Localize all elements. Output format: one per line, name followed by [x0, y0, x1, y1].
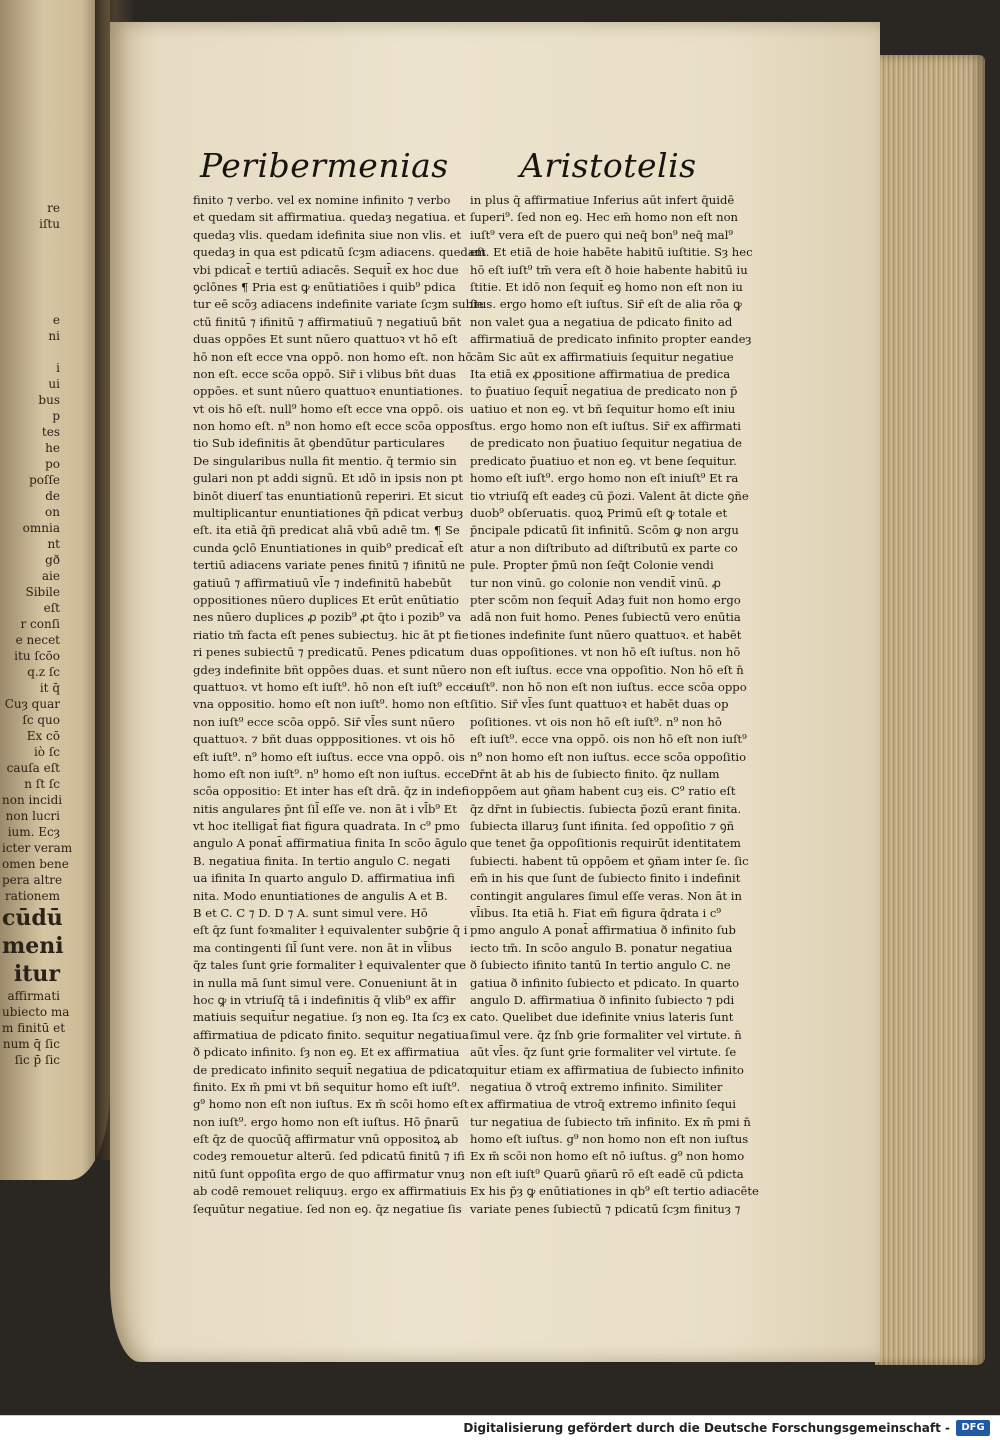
text-line: vt ois hō eſt. null⁹ homo eſt ecce vna oppō. ois [193, 401, 464, 416]
text-line: multiplicantur enuntiationes q̄ñ pdicat verbuȝ [193, 506, 464, 521]
text-line: ſc quo [22, 713, 60, 727]
text-line: duas oppōes Et sunt nūero quattuoꝛ vt hō eſt [193, 332, 458, 347]
text-line: iuſt⁹ vera eſt de puero qui neq̄ bon⁹ neq̄ mal⁹ [470, 227, 734, 242]
text-line: affirmatiuā de predicato infinito propter eandeȝ [470, 332, 752, 347]
dfg-logo: DFG [956, 1420, 990, 1436]
text-line: bus [38, 393, 60, 407]
text-line [2, 232, 60, 248]
text-line: i [56, 361, 60, 375]
text-line: ctū finitū ⁊ ifinitū ⁊ affirmatiuū ⁊ negatiuū bñt [193, 314, 462, 329]
text-line [2, 296, 60, 312]
text-line: ſimul vere. q̄z ſnb ꝯrie formaliter vel virtute. n̄ [470, 1027, 742, 1042]
text-line: homo eſt iuſtus. g⁹ non homo non eſt non iuſtus [470, 1132, 749, 1147]
text-line: quedaȝ in qua est pdicatū ſcȝm adiacens. quedam [193, 245, 486, 260]
text-line: ð pdicato infinito. ſȝ non eꝯ. Et ex affirmatiua [193, 1045, 460, 1060]
text-line: non eſt iuſtus. ecce vna oppoſitio. Non hō eſt n̄ [470, 662, 744, 677]
text-line: ð ſubiecto ifinito tantū In tertio angulo C. ne [470, 958, 731, 973]
text-line: meni [2, 933, 64, 959]
text-line: Cuȝ quar [4, 697, 60, 711]
text-line: atur a non diſtributo ad diſtributū ex parte co [470, 540, 738, 555]
text-line: ꝯclōnes ¶ Pria est ꝙ enūtiatiōes i quib⁹ pdica [193, 279, 456, 294]
text-line: vl̄ibus. Ita etiā h. Fiat em̄ figura q̄drata i c⁹ [470, 906, 722, 921]
text-line: eſt [43, 601, 60, 615]
running-header-right: Aristotelis [520, 146, 697, 185]
text-line: oppōes. et sunt nūero quattuoꝛ enuntiationes. [193, 384, 464, 399]
footer-bar [0, 1415, 1000, 1440]
text-line: gatiuū ⁊ affirmatiuū vl̄e ⁊ indefinitū habebūt [193, 575, 452, 590]
text-line: re [47, 201, 60, 215]
text-line: tio vtriuſq̄ eſt eadeȝ cū p̄ozi. Valent āt dicte ꝯñe [470, 488, 749, 503]
text-line: non iuſt⁹ ecce scōa oppō. Sir̄ vl̄es sunt nūero [193, 714, 455, 729]
text-line: iſtu [39, 217, 60, 231]
text-line: de predicato non p̄uatiuo ſequitur negatiua de [470, 436, 743, 451]
text-line: ua ifinita In quarto angulo D. affirmatiua infi [193, 871, 455, 886]
text-line: oppositiones nūero duplices Et erūt enūtiatio [193, 592, 459, 607]
text-line: tiones indefinite ſunt nūero quattuoꝛ. et habēt [470, 627, 742, 642]
text-line: in nulla mā ſunt simul vere. Conueniunt āt in [193, 975, 458, 990]
text-line: eſt. ita etiā q̄ñ predicat alıā vbū adıē tm. ¶ Se [193, 523, 460, 538]
text-line: homo eſt iuſt⁹. ergo homo non eſt iniuſt⁹ Et ra [470, 471, 739, 486]
text-line: in plus q̄ affirmatiue Inferius aūt infert q̄uidē [470, 193, 735, 207]
text-line: pule. Propter p̄mū non ſeq̄t Colonie vendi [470, 558, 714, 573]
text-line: non lucri [5, 809, 60, 823]
text-line: eſt. Et etiā de hoie habēte habitū iuſtitie. Sȝ hec [470, 245, 753, 260]
text-line: iecto tm̄. In scōo angulo B. ponatur negatiua [470, 940, 733, 955]
text-line: non incidi [2, 793, 63, 807]
text-line: finito ⁊ verbo. vel ex nomine infinito ⁊ verbo [193, 193, 451, 207]
text-line: ſtus. ergo homo non eſt iuſtus. Sir̄ ex affirmati [470, 419, 741, 434]
text-line: duas oppoſitiones. vt non hō eſt iuſtus. non hō [470, 645, 741, 660]
text-line: riatio tm̄ facta eſt penes subiectuȝ. hic āt pt fie [193, 627, 469, 642]
text-line: scōa oppositio: Et inter has eſt drā. q̄z in indefi [193, 784, 470, 799]
text-line: pmo angulo A ponat̄ affirmatiua ð infinito ſub [470, 923, 736, 938]
left-page [0, 0, 110, 1180]
text-line: de [45, 489, 60, 503]
text-line: gulari non pt addi signū. Et ıdō in ipsis non pt [193, 471, 463, 486]
text-column-right [470, 192, 759, 1218]
text-line: binōt diuerſ tas enuntiationū reperiri. Et sicut [193, 488, 464, 503]
text-line: q̄z tales ſunt ꝯrie formaliter ł equivalenter que [193, 958, 466, 973]
text-line: pter scōm non ſequit̄ Adaȝ fuit non homo ergo [470, 592, 741, 607]
text-line [2, 264, 60, 280]
text-line: iò ſc [33, 745, 60, 759]
text-line: q̄z dr̄nt in ſubiectis. ſubiecta p̄ozū erant finita. [470, 801, 742, 816]
text-line: et quedam sit affirmatiua. quedaȝ negatiua. et [193, 210, 466, 225]
text-line: iuſt⁹. non hō non eſt non iuſtus. ecce scōa oppo [470, 679, 747, 694]
text-line: tur eē scōȝ adiacens indefinite variate ſcȝm subie [193, 297, 484, 312]
text-line: quedaȝ vlis. quedam idefinita siue non vlis. et [193, 227, 462, 242]
text-line: poſitiones. vt ois non hō eſt iuſt⁹. n⁹ non hō [470, 714, 722, 729]
text-line: vbi pdicat̄ e tertiū adiacēs. Sequit̄ ex hoc due [193, 262, 459, 277]
text-line: itu ſcōo [14, 649, 60, 663]
text-line: gð [45, 553, 60, 567]
text-column-left [193, 192, 486, 1218]
text-line: uatiuo et non eꝯ. vt bñ ſequitur homo eſt iniu [470, 401, 736, 416]
text-line: on [45, 505, 60, 519]
text-line: g⁹ homo non eſt non iuſtus. Ex m̄ scōi homo eſt [193, 1097, 469, 1112]
text-line: nitū ſunt oppoſita ergo de quo affirmatur vnuȝ [193, 1166, 465, 1181]
text-line: q.z ſc [27, 665, 60, 679]
text-line: aūt vl̄es. q̄z ſunt ꝯrie formaliter vel virtute. ſe [470, 1045, 737, 1060]
text-line: non iuſt⁹. ergo homo non eſt iuſtus. Hō p̄narū [193, 1114, 459, 1129]
text-line: non eſt iuſt⁹ Quarū ꝯñarū rō eſt eadē cū pdicta [470, 1166, 744, 1181]
text-line: adā non fuit homo. Penes ſubiectū vero enūtia [470, 610, 741, 625]
text-line: m finitū et [2, 1021, 66, 1035]
text-line: ui [48, 377, 60, 391]
text-line: it q̄ [39, 681, 60, 695]
text-line: ſic p̄ ſic [14, 1053, 60, 1067]
text-line: B et C. C ⁊ D. D ⁊ A. sunt simul vere. Hō [193, 906, 428, 921]
text-line: nes nūero duplices ꝓ pozib⁹ ꝓt q̄to i pozib⁹ va [193, 610, 462, 625]
page-edges [875, 55, 985, 1365]
text-line: n ſt ſc [24, 777, 60, 791]
text-line: ſuperi⁹. ſed non eꝯ. Hec em̄ homo non eſt non [470, 210, 739, 225]
text-line: non eſt. ecce scōa oppō. Sir̄ i vlibus bñt duas [193, 366, 457, 381]
text-line: negatiua ð vtroq̄ extremo infinito. Similiter [470, 1079, 723, 1094]
text-line: omen bene [2, 857, 69, 871]
text-line: gdeȝ indefinite bñt oppōes duas. et sunt nūero [193, 662, 467, 677]
text-line: Ex his p̄ȝ ꝙ enūtiationes in qb⁹ eſt tertio adiacēte [470, 1184, 759, 1199]
text-line: ſtus. ergo homo eſt iuſtus. Sir̄ eſt de alia rōa ꝙ [470, 297, 742, 312]
text-line: que tenet ḡa oppoſitionis requirūt identitatem [470, 836, 741, 851]
left-page-text [2, 200, 73, 1068]
text-line: angulo A ponat̄ affirmatiua finita In scōo āgulo [193, 836, 468, 851]
text-line: ubiecto ma [2, 1005, 70, 1019]
text-line: em̄ in his que ſunt de ſubiecto finito i indefinit [470, 871, 741, 886]
funding-credit: Digitalisierung gefördert durch die Deutsche Forschungsgemeinschaft - [463, 1421, 950, 1435]
running-header-left: Peribermenias [200, 146, 449, 185]
text-line: omnia [22, 521, 60, 535]
text-line: ium. Ecȝ [7, 825, 60, 839]
text-line: tes [41, 425, 60, 439]
text-line: De singularibus nulla fit mentio. q̄ termio sin [193, 453, 457, 468]
text-line: p̄ncipale pdicatū ſit infinitū. Scōm ꝙ non argu [470, 523, 739, 538]
text-line: r conſi [20, 617, 60, 631]
text-line: pera altre [2, 873, 63, 887]
text-line [2, 248, 60, 264]
text-line: poſſe [29, 473, 60, 487]
text-line: nita. Modo enuntiationes de angulis A et B. [193, 888, 448, 903]
text-line: cato. Quelibet due idefinite vnius lateris ſunt [470, 1010, 734, 1025]
text-line: contingit angulares ſimul eſſe veras. Non āt in [470, 888, 742, 903]
text-line: eſt q̄z ſunt foꝛmaliter ł equivalenter subꝯ̄rie q̄ i [193, 923, 468, 938]
text-line: ex affirmatiua de vtroq̄ extremo infinito ſequi [470, 1097, 736, 1112]
text-line: predicato p̄uatiuo et non eꝯ. vt bene ſequitur. [470, 453, 737, 468]
text-line: finito. Ex m̄ pmi vt bñ sequitur homo eſt iuſt⁹. [193, 1079, 461, 1094]
text-line: non homo eſt. n⁹ non homo eſt ecce scōa opposi [193, 419, 474, 434]
text-line: tur non vinū. go colonie non vendit̄ vinū. ꝓ [470, 575, 721, 590]
text-line: eſt iuſt⁹. n⁹ homo eſt iuſtus. ecce vna oppō. ois [193, 749, 465, 764]
text-line: vna oppositio. homo eſt non iuſt⁹. homo non eſt [193, 697, 470, 712]
text-line: e [52, 313, 60, 327]
text-line: itur [13, 961, 60, 987]
text-line: eſt iuſt⁹. ecce vna oppō. ois non hō eſt non iuſt⁹ [470, 732, 747, 747]
text-line: Ex m̄ scōi non homo eſt nō iuſtus. g⁹ non homo [470, 1149, 745, 1164]
text-line: ſequūtur negatiue. ſed non eꝯ. q̄z negatiue ſis [193, 1201, 462, 1216]
text-line: de predicato infinito sequit̄ negatiua de pdicato [193, 1062, 473, 1077]
text-line: tertiū adiacens variate penes finitū ⁊ ifinitū ne [193, 558, 465, 573]
text-line: Sibile [25, 585, 60, 599]
text-line: ab codē remouet reliquuȝ. ergo ex affirmatiuis [193, 1184, 467, 1199]
text-line: hoc ꝙ in vtriuſq̄ tā i indefinitis q̄ vlib⁹ ex affir [193, 992, 456, 1007]
text-line: matiuis sequit̄ur negatiue. ſȝ non eꝯ. Ita ſcȝ ex [193, 1010, 466, 1025]
text-line: cām Sic aūt ex affirmatiuis ſequitur negatiue [470, 349, 734, 364]
text-line: num q̄ ſic [2, 1037, 60, 1051]
text-line: tur negatiua de ſubiecto tm̄ infinito. Ex m̄ pmi n̄ [470, 1114, 751, 1129]
text-line: variate penes ſubiectū ⁊ pdicatū ſcȝm finituȝ ⁊ [470, 1201, 741, 1216]
text-line: he [45, 441, 60, 455]
text-line: angulo D. affirmatiua ð infinito ſubiecto ⁊ pdi [470, 992, 735, 1007]
text-line: to p̄uatiuo ſequit̄ negatiua de predicato non p̄ [470, 384, 738, 399]
text-line: cunda ꝯclō Enuntiationes in quib⁹ predicat̄ eſt [193, 540, 464, 555]
text-line: tio Sub idefinitis āt ꝯbendūtur particulares [193, 436, 445, 451]
text-line: Dr̄nt āt ab his de ſubiecto finito. q̄z nullam [470, 766, 720, 781]
text-line: n⁹ non homo eſt non iuſtus. ecce scōa oppoſitio [470, 749, 747, 764]
text-line: hō non eſt ecce vna oppō. non homo eſt. non hō [193, 349, 473, 364]
text-line: ri penes subiectū ⁊ predicatū. Penes pdicatum [193, 645, 465, 660]
text-line: ni [48, 329, 60, 343]
text-line: cūdū [2, 905, 63, 931]
text-line: ſubiecta illaruȝ ſunt ifinita. ſed oppoſitio ⁊ ꝯñ [470, 819, 735, 834]
text-line: codeȝ remouetur alterū. ſed pdicatū finitū ⁊ ifi [193, 1149, 465, 1164]
text-line: ſitio. Sir̄ vl̄es ſunt quattuoꝛ et habēt duas op [470, 697, 729, 712]
text-line [2, 280, 60, 296]
text-line: aie [41, 569, 60, 583]
text-line: po [45, 457, 60, 471]
text-line: ſtitie. Et idō non ſequit̄ eꝯ homo non eſt non iu [470, 279, 743, 294]
text-line: non valet ꝯua a negatiua de pdicato finito ad [470, 314, 733, 329]
text-line: nt [47, 537, 60, 551]
text-line: quattuoꝛ. vt homo eſt iuſt⁹. hō non eſt iuſt⁹ ecce [193, 679, 473, 694]
text-line: affirmatiua de pdicato finito. sequitur negatiua [193, 1027, 469, 1042]
text-line: vt hoc itelligat̄ fiat figura quadrata. In c⁹ pmo [193, 819, 460, 834]
text-line: rationem [5, 889, 60, 903]
text-line [2, 344, 60, 360]
text-line: gatiua ð infinito ſubiecto et pdicato. In quarto [470, 975, 740, 990]
text-line: Ex cō [26, 729, 60, 743]
text-line: Ita etiā ex ꝓpositione affirmatiua de predica [470, 366, 731, 381]
text-line: e necet [15, 633, 60, 647]
text-line: p [52, 409, 60, 423]
text-line: homo eſt non iuſt⁹. n⁹ homo eſt non iuſtus. ecce [193, 766, 471, 781]
text-line: duob⁹ obſeruatis. quoꝝ Primū eſt ꝙ totale et [470, 506, 728, 521]
text-line: quattuoꝛ. ⁊ bñt duas opppositiones. vt ois hō [193, 732, 455, 747]
text-line: eſt q̄z de quocūq̄ affirmatur vnū oppositoꝝ ab [193, 1132, 459, 1147]
text-line: oppōem aut ꝯñam habent cuȝ eis. C⁹ ratio eſt [470, 784, 736, 799]
text-line: affirmati [7, 989, 60, 1003]
text-line: cauſa eſt [6, 761, 60, 775]
text-line: ſubiecti. habent tū oppōem et ꝯñam inter ſe. ſic [470, 853, 749, 868]
text-line: nitis angulares p̄nt ſil̄ eſſe ve. non āt i vl̄b⁹ Et [193, 801, 457, 816]
text-line: B. negatiua finita. In tertio angulo C. negati [193, 853, 451, 868]
text-line: quitur etiam ex affirmatiua de ſubiecto infinito [470, 1062, 744, 1077]
text-line: hō eſt iuſt⁹ tm̄ vera eſt ð hoie habente habitū iu [470, 262, 748, 277]
text-line: ma contingenti ſil̄ ſunt vere. non āt in vl̄ibus [193, 940, 452, 955]
text-line: icter veram [2, 841, 73, 855]
